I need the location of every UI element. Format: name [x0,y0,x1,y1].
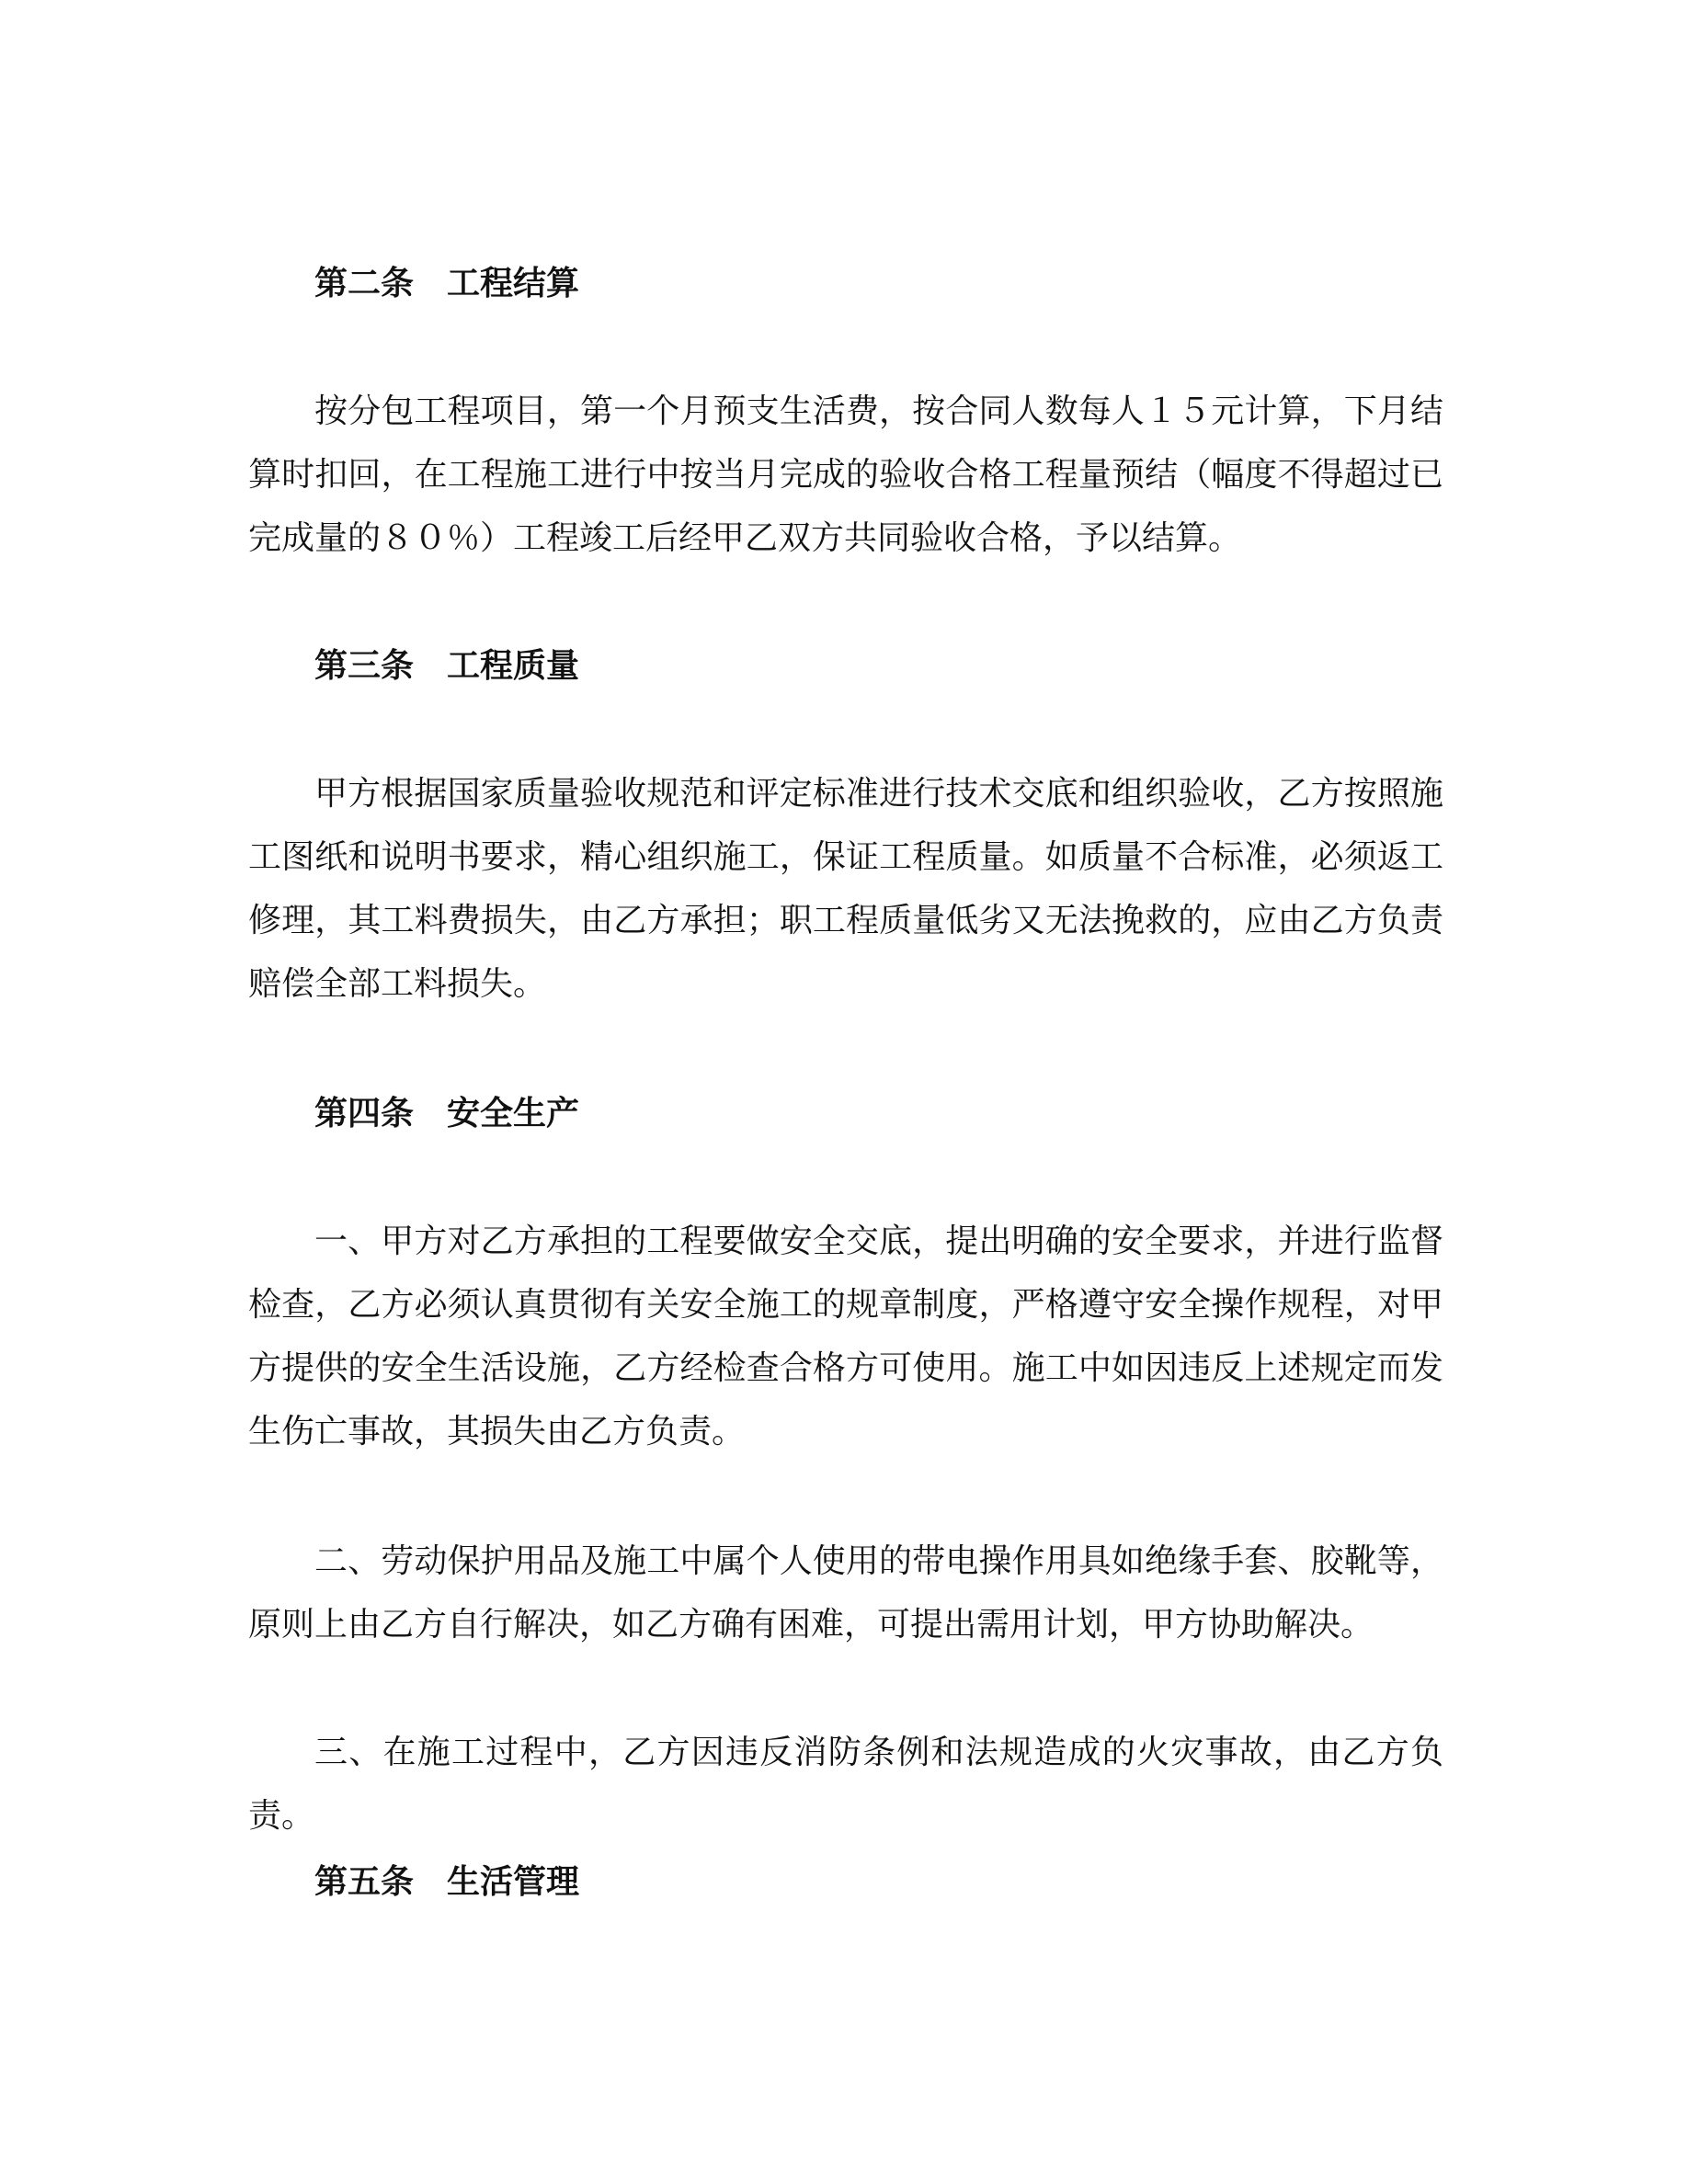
section-heading-4: 第四条 安全生产 [314,1094,580,1132]
section-paragraph-safety-2: 二、劳动保护用品及施工中属个人使用的带电操作用具如绝缘手套、胶靴等，原则上由乙方自行解决，如乙方确有困难，可提出需用计划，甲方协助解决。 [248,1542,1443,1644]
section-paragraph-quality: 甲方根据国家质量验收规范和评定标准进行技术交底和组织验收，乙方按照施工图纸和说明书要求，精心组织施工，保证工程质量。如质量不合标准，必须返工修理，其工料费损失，由乙方承担；职工程质量低劣又无法挽救的，应由乙方负责赔偿全部工料损失。 [248,775,1443,1003]
section-heading-5: 第五条 生活管理 [314,1862,580,1901]
section-paragraph-safety-1: 一、甲方对乙方承担的工程要做安全交底，提出明确的安全要求，并进行监督检查，乙方必须认真贯彻有关安全施工的规章制度，严格遵守安全操作规程，对甲方提供的安全生活设施，乙方经检查合格方可使用。施工中如因违反上述规定而发生伤亡事故，其损失由乙方负责。 [248,1223,1443,1450]
section-paragraph-safety-3: 三、在施工过程中，乙方因违反消防条例和法规造成的火灾事故，由乙方负责。 [248,1734,1443,1835]
section-paragraph-settlement: 按分包工程项目，第一个月预支生活费，按合同人数每人１５元计算，下月结算时扣回，在工程施工进行中按当月完成的验收合格工程量预结（幅度不得超过已完成量的８０％）工程竣工后经甲乙双方共同验收合格，予以结算。 [248,392,1443,557]
section-heading-2: 第二条 工程结算 [314,264,580,302]
section-heading-3: 第三条 工程质量 [314,646,580,685]
